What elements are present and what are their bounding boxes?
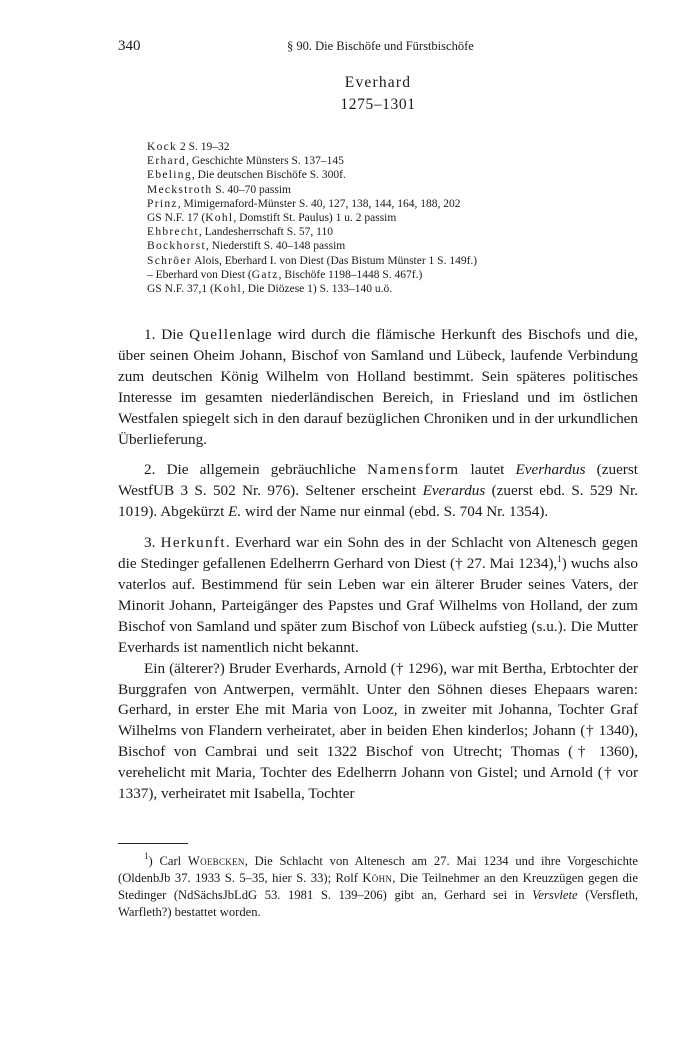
paragraph-brother: Ein (älterer?) Bruder Everhards, Arnold († 1296), war mit Bertha, Erbtochter der Burggrafen von Antwerpen, vermählt. Unter den Söhnen dieses Ehepaars waren: Gerhard, in erster Ehe mit Maria von Looz, in zweiter mit Johanna, Tochter Graf Wilhelms von Flandern verheiratet, aber in beiden Ehen kinderlos; Johann († 1340), Bischof von Cambrai und seit 1322 Bischof von Utrecht; Thomas († 1360), verehelicht mit Maria, Tochter des Edelherrn Johann von Gistel; und Arnold († vor 1337), verheiratet mit Isabella, Tochter: [118, 659, 638, 803]
page-number: 340: [118, 38, 141, 54]
bibliography-author: Meckstroth: [147, 183, 213, 196]
running-header: [118, 38, 638, 58]
bibliography-author: Ebeling: [147, 169, 192, 182]
paragraph-origin: 3. Herkunft. Everhard war ein Sohn des in der Schlacht von Altenesch gegen die Stedinger gefallenen Edelherrn Gerhard von Diest († 27. Mai 1234),$^1$) wuchs also vaterlos auf. Bestimmend für sein Leben war ein älterer Bruder seines Vaters, der Minorit Johann, Parteigänger des Papstes und Graf Wilhelms von Holland, der zum Bischof von Samland und später zum Bischof von Lübeck aufstieg (s.u.). Die Mutter Everhards ist namentlich nicht bekannt.: [118, 534, 639, 656]
bibliography-entry: – Eberhard von Diest (Gatz, Bischöfe 1198–1448 S. 467f.): [147, 268, 423, 281]
bibliography-author: Kohl: [205, 212, 234, 225]
bibliography-author: Gatz: [251, 268, 279, 281]
footnote-reference[interactable]: 1: [557, 554, 562, 565]
footnote-divider: [118, 843, 188, 844]
bibliography-author: Kohl: [213, 283, 243, 296]
bibliography-entry: Bockhorst, Niederstift S. 40–148 passim: [147, 240, 346, 253]
bibliography-author: Kock: [147, 141, 178, 153]
bibliography-author: Bockhorst: [147, 240, 206, 253]
bibliography-author: Prinz: [147, 197, 178, 210]
bibliography-entry: Kock 2 S. 19–32: [147, 141, 230, 153]
bibliography-entry: Schröer Alois, Eberhard I. von Diest (Das Bistum Münster 1 S. 149f.): [147, 254, 478, 267]
bibliography-entry: Ehbrecht, Landesherrschaft S. 57, 110: [147, 226, 333, 239]
bibliography-author: Ehbrecht: [147, 226, 199, 239]
chapter-title: Everhard: [344, 74, 412, 91]
bibliography-list: [147, 140, 647, 296]
bibliography-entry: GS N.F. 37,1 (Kohl, Die Diözese 1) S. 133–140 u.ö.: [147, 283, 393, 296]
bibliography-entry: Ebeling, Die deutschen Bischöfe S. 300f.: [147, 169, 346, 182]
bibliography-author: Schröer: [147, 254, 192, 267]
footnote: $^1$) Carl Woebcken, Die Schlacht von Altenesch am 27. Mai 1234 und ihre Vorgeschichte (OldenbJb 37. 1933 S. 5–35, hier S. 33); Rolf Köhn, Die Teilnehmer an den Kreuzzügen gegen die Stedinger (NdSächsJbLdG 53. 1981 S. 139–206) gibt an, Gerhard sei in Versvlete (Versfleth, Warfleth?) bestattet worden.: [118, 851, 639, 919]
chapter-years: 1275–1301: [340, 96, 416, 113]
bibliography-author: Erhard: [147, 155, 187, 168]
bibliography-entry: Erhard, Geschichte Münsters S. 137–145: [147, 155, 344, 168]
paragraph-sources: 1. Die Quellenlage wird durch die flämische Herkunft des Bischofs und die, über seinen Oheim Johann, Bischof von Samland und Lübeck, laufende Verbindung zum deutschen König Wilhelm von Holland bestimmt. Sein späteres politisches Interesse im gesamten niederländischen Bereich, in Friesland und im östlichen Westfalen spiegelt sich in den darauf bezüglichen Chroniken und in der urkundlichen Überlieferung.: [118, 326, 638, 448]
main-text: [118, 325, 638, 805]
bibliography-entry: GS N.F. 17 (Kohl, Domstift St. Paulus) 1 u. 2 passim: [147, 212, 397, 225]
bibliography-entry: Prinz, Mimigernaford-Münster S. 40, 127, 138, 144, 164, 188, 202: [147, 197, 461, 210]
paragraph-name-form: 2. Die allgemein gebräuchliche Namensform lautet Everhardus (zuerst WestfUB 3 S. 502 Nr. 976). Seltener erscheint Everardus (zuerst ebd. S. 529 Nr. 1019). Abgekürzt E. wird der Name nur einmal (ebd. S. 704 Nr. 1354).: [118, 461, 638, 521]
running-title: § 90. Die Bischöfe und Fürstbischöfe: [287, 39, 474, 53]
bibliography-entry: Meckstroth S. 40–70 passim: [147, 183, 291, 196]
